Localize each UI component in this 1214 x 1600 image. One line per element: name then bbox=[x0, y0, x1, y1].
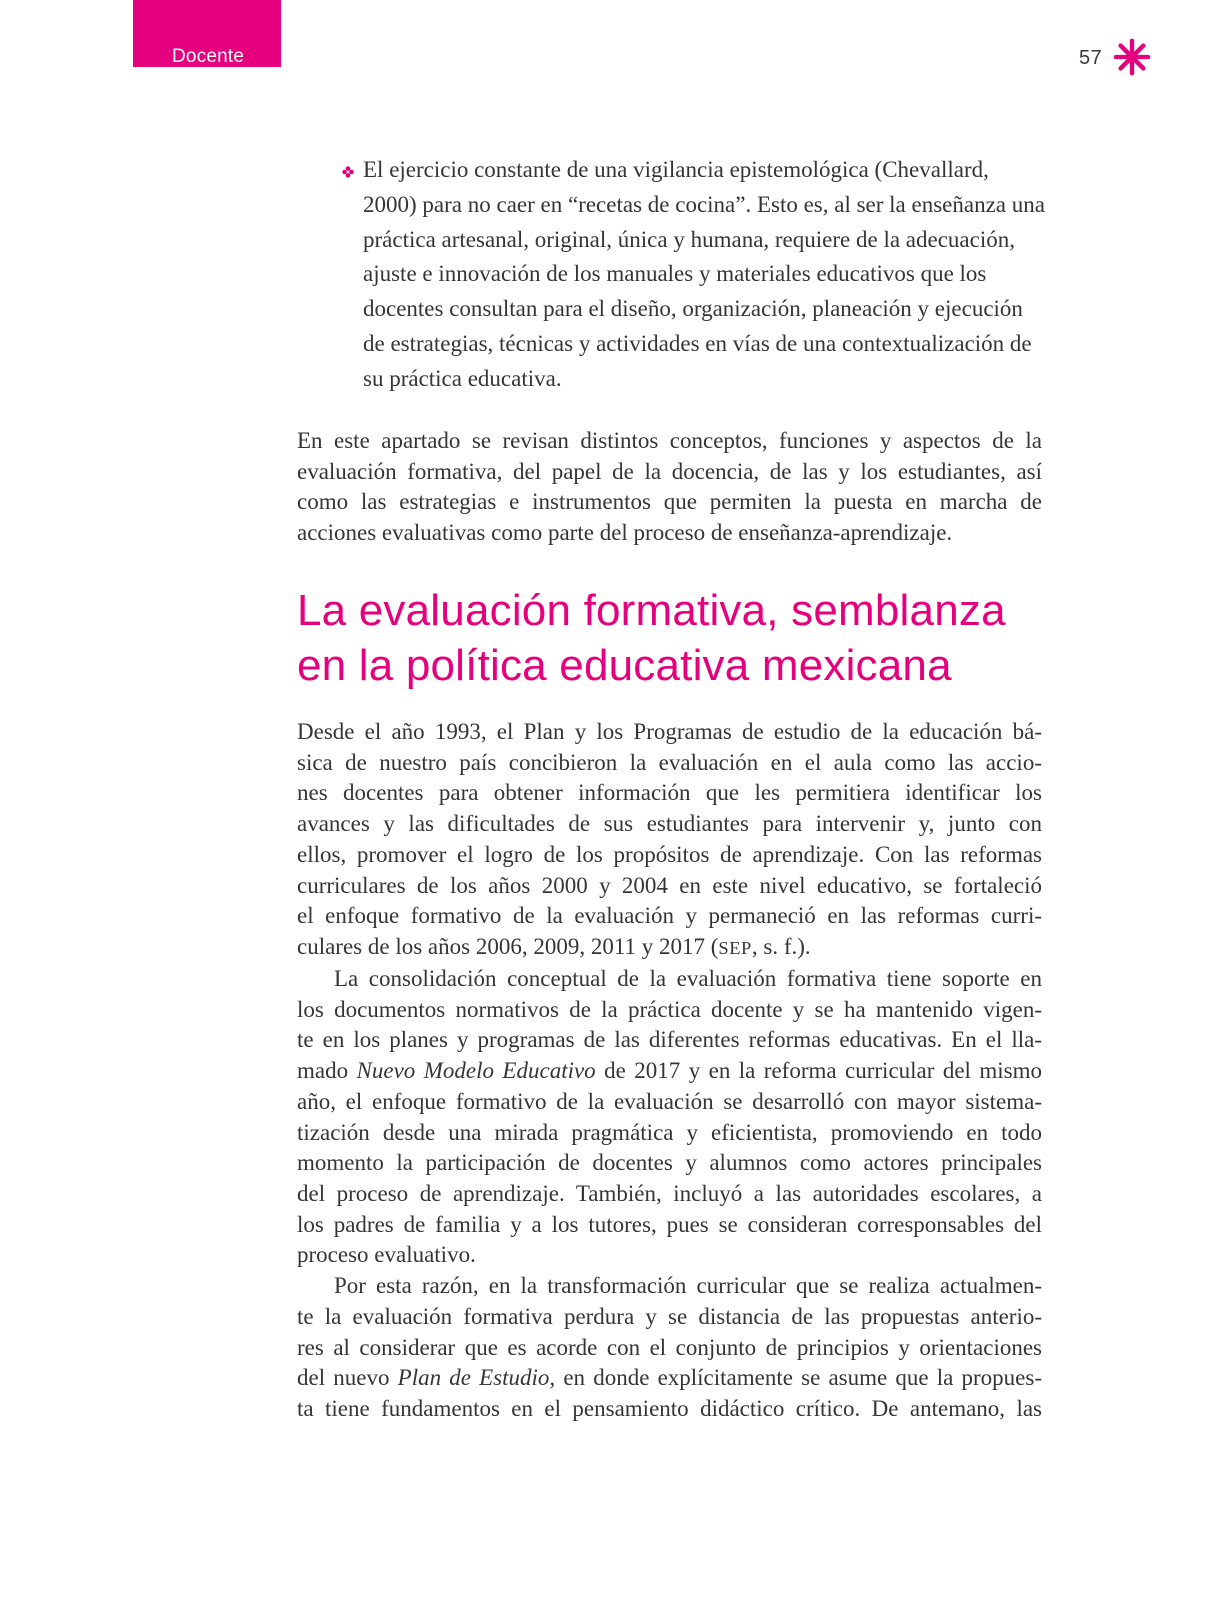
asterisk-icon bbox=[1113, 38, 1151, 76]
text-line: ajuste e innovación de los manuales y materiales educativos que los bbox=[363, 261, 987, 287]
text-line: docentes consultan para el diseño, organización, planeación y ejecución bbox=[363, 296, 1023, 322]
text-line: ta tiene fundamentos en el pensamiento didáctico crítico. De antemano, las bbox=[297, 1396, 1042, 1422]
italic-title: Nuevo Modelo Educativo bbox=[356, 1058, 596, 1084]
text-line: proceso evaluativo. bbox=[297, 1242, 476, 1268]
text-line: práctica artesanal, original, única y humana, requiere de la adecuación, bbox=[363, 226, 1015, 252]
text-segment: , s. f.). bbox=[751, 934, 811, 960]
text-line: te en los planes y programas de las diferentes reformas educativas. En el lla- bbox=[297, 1027, 1042, 1053]
text-line: de estrategias, técnicas y actividades en vías de una contextualización de bbox=[363, 330, 1032, 356]
text-line: 2000) para no caer en “recetas de cocina”. Esto es, al ser la enseñanza una bbox=[363, 191, 1045, 217]
bullet-item-text bbox=[363, 153, 1063, 397]
text-line: su práctica educativa. bbox=[363, 365, 562, 391]
text-line: tización desde una mirada pragmática y eficientista, promoviendo en todo bbox=[297, 1119, 1042, 1145]
text-line: evaluación formativa, del papel de la docencia, de las y los estudiantes, así bbox=[297, 458, 1042, 484]
text-line: res al considerar que es acorde con el conjunto de principios y orientaciones bbox=[297, 1334, 1042, 1360]
italic-title: Plan de Estudio, bbox=[397, 1365, 556, 1391]
text-line: como las estrategias e instrumentos que permiten la puesta en marcha de bbox=[297, 489, 1042, 515]
text-line bbox=[297, 1363, 1042, 1394]
text-segment: en donde explícitamente se asume que la propues- bbox=[555, 1365, 1042, 1391]
text-segment: de 2017 y en la reforma curricular del mismo bbox=[595, 1058, 1043, 1084]
text-line: Por esta razón, en la transformación curricular que se realiza actualmen- bbox=[334, 1273, 1042, 1299]
text-line bbox=[297, 932, 1042, 964]
text-line: La consolidación conceptual de la evaluación formativa tiene soporte en bbox=[334, 965, 1042, 991]
text-line: sica de nuestro país concibieron la evaluación en el aula como las accio- bbox=[297, 749, 1042, 775]
text-line: los padres de familia y a los tutores, pues se consideran corresponsables del bbox=[297, 1211, 1042, 1237]
text-line: El ejercicio constante de una vigilancia epistemológica (Chevallard, bbox=[363, 157, 989, 182]
flower-bullet-icon bbox=[342, 166, 354, 178]
text-line: del proceso de aprendizaje. También, incluyó a las autoridades escolares, a bbox=[297, 1181, 1042, 1207]
text-line: te la evaluación formativa perdura y se distancia de las propuestas anterio- bbox=[297, 1303, 1042, 1329]
text-line: nes docentes para obtener información que les permitiera identificar los bbox=[297, 780, 1042, 806]
text-line: año, el enfoque formativo de la evaluación se desarrolló con mayor sistema- bbox=[297, 1088, 1042, 1114]
text-line bbox=[297, 1056, 1042, 1087]
text-segment: mado bbox=[297, 1058, 357, 1084]
intro-paragraph bbox=[297, 426, 1042, 549]
text-segment: culares de los años 2006, 2009, 2011 y 2017 ( bbox=[297, 934, 719, 960]
section-heading-line: La evaluación formativa, semblanza bbox=[297, 586, 1006, 635]
text-line: Desde el año 1993, el Plan y los Programas de estudio de la educación bá- bbox=[297, 719, 1042, 744]
text-line: avances y las dificultades de sus estudiantes para intervenir y, junto con bbox=[297, 811, 1042, 837]
text-line: momento la participación de docentes y alumnos como actores principales bbox=[297, 1150, 1042, 1176]
section-body bbox=[297, 717, 1042, 1425]
body-paragraph bbox=[297, 964, 1042, 1271]
page-number: 57 bbox=[1079, 47, 1103, 69]
body-paragraph bbox=[297, 1271, 1042, 1425]
section-tab bbox=[133, 0, 281, 67]
section-tab-label: Docente bbox=[172, 46, 245, 67]
text-line: En este apartado se revisan distintos conceptos, funciones y aspectos de la bbox=[297, 428, 1042, 453]
body-paragraph bbox=[297, 717, 1042, 964]
abbreviation: SEP bbox=[718, 938, 752, 959]
text-line: los documentos normativos de la práctica docente y se ha mantenido vigen- bbox=[297, 996, 1042, 1022]
bullet-list bbox=[363, 153, 1063, 397]
text-line: curriculares de los años 2000 y 2004 en este nivel educativo, se fortaleció bbox=[297, 872, 1042, 898]
text-line: acciones evaluativas como parte del proceso de enseñanza-aprendizaje. bbox=[297, 520, 953, 546]
section-heading-line: en la política educativa mexicana bbox=[297, 641, 952, 690]
section-heading bbox=[297, 583, 1006, 693]
text-line: ellos, promover el logro de los propósitos de aprendizaje. Con las reformas bbox=[297, 841, 1042, 867]
text-line: el enfoque formativo de la evaluación y permaneció en las reformas curri- bbox=[297, 903, 1042, 929]
text-segment: del nuevo bbox=[297, 1365, 398, 1391]
